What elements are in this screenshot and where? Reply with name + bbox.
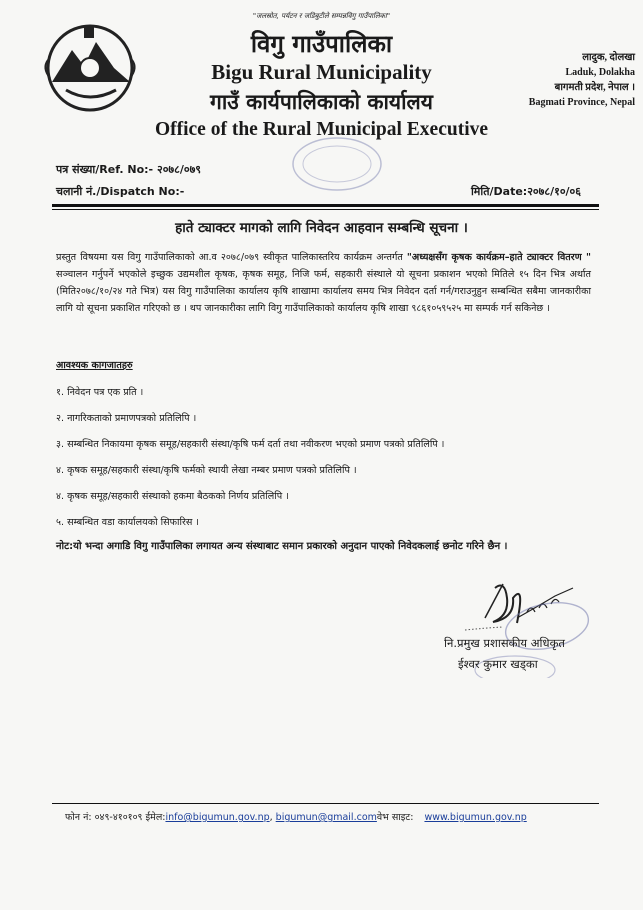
municipality-name-english: Bigu Rural Municipality: [211, 60, 432, 84]
footer-contact: फोन नं: ०४९-४१०१०९ ईमेल:info@bigumun.gov.np, bigumun@gmail.comवेभ साइट: www.bigumun.gov.np: [65, 812, 527, 823]
signatory-name: ईश्वर कुमार खड्का: [458, 657, 538, 671]
footer-divider: [52, 803, 599, 804]
email-link-2[interactable]: bigumun@gmail.com: [275, 812, 377, 823]
notice-body: [56, 249, 591, 317]
office-name-english: Office of the Rural Municipal Executive: [154, 119, 489, 140]
office-name-nepali: गाउँ कार्यपालिकाको कार्यालय: [210, 90, 433, 114]
date-label: मिति/Date:: [470, 185, 528, 198]
address-line-1: लादुक, दोलखा: [582, 52, 635, 63]
program-name: "अध्यक्षसँग कृषक कार्यक्रम–हाते ट्याक्टर वितरण ": [406, 252, 591, 263]
notice-body-part1: प्रस्तुत विषयमा यस विगु गाउँपालिकाको आ.व २०७८/०७९ स्वीकृत पालिकास्तरिय कार्यक्रम अन्तर्गत: [56, 252, 407, 263]
requirement-item: २. नागरिकताको प्रमाणपत्रको प्रतिलिपि ।: [56, 413, 197, 424]
notice-body-part2: सञ्चालन गर्नुपर्ने भएकोले इच्छुक उद्यमशील कृषक, कृषक समूह, निजि फर्म, सहकारी संस्थाले यो सूचना प्रकाशन भएको मितिले १५ दिन भित्र अर्थात (मिति२०७८/१०/२४ गते भित्र) यस विगु गाउँपालिका कार्यालय कृषि शाखामा कार्यालय समय भित्र निवेदन दर्ता गर्न/गराउनुहुन सम्बन्धित सबैमा जानकारीका लागि यो सूचना प्रकाशित गरिएको छ । थप जानकारीका लागि विगु गाउँपालिकाको कार्यालय कृषि शाखा ९८६१०५९५२५ मा सम्पर्क गर्न सकिनेछ ।: [56, 269, 591, 314]
reference-number: [56, 162, 201, 177]
address-line-3: बागमती प्रदेश, नेपाल ।: [554, 82, 635, 93]
municipality-name-nepali: विगु गाउँपालिका: [250, 30, 393, 58]
ref-label: पत्र संख्या/Ref. No:-: [56, 163, 154, 176]
email-link[interactable]: info@bigumun.gov.np: [165, 812, 270, 823]
ref-value: २०७८/०७९: [156, 163, 202, 176]
eligibility-note: नोट:यो भन्दा अगाडि विगु गाउँपालिका लगायत अन्य संस्थाबाट समान प्रकारको अनुदान पाएको निवेदकलाई छनोट गरिने छैन ।: [56, 541, 508, 552]
office-stamp-icon: [290, 134, 385, 194]
address-line-2: Laduk, Dolakha: [565, 67, 635, 78]
requirement-item: ३. सम्बन्धित निकायमा कृषक समूह/सहकारी संस्था/कृषि फर्म दर्ता तथा नवीकरण भएको प्रमाण पत्रको प्रतिलिपि ।: [56, 439, 445, 450]
requirement-item: ४. कृषक समूह/सहकारी संस्था/कृषि फर्मको स्थायी लेखा नम्बर प्रमाण पत्रको प्रतिलिपि ।: [56, 465, 357, 476]
requirement-item: ४. कृषक समूह/सहकारी संस्थाको हकमा बैठकको निर्णय प्रतिलिपि ।: [56, 491, 289, 502]
footer-phone: फोन नं: ०४९-४१०१०९ ईमेल:: [65, 812, 166, 823]
notice-subject: हाते ट्याक्टर मागको लागि निवेदन आहवान सम्बन्धि सूचना ।: [175, 220, 468, 236]
requirements-heading: आवश्यक कागजातहरु: [56, 360, 133, 371]
date-value: २०७८/१०/०६: [527, 185, 581, 198]
letter-date: [471, 184, 581, 199]
address-block: [475, 50, 635, 110]
requirement-item: १. निवेदन पत्र एक प्रति ।: [56, 387, 144, 398]
municipality-motto: "जलस्रोत, पर्यटन र जडिबुटीले सम्पन्नविगु गाउँपालिका": [252, 12, 391, 20]
header-divider: [52, 204, 599, 207]
requirement-item: ५. सम्बन्धित वडा कार्यालयको सिफारिस ।: [56, 517, 200, 528]
website-label: वेभ साइट:: [376, 812, 414, 823]
website-link[interactable]: www.bigumun.gov.np: [424, 812, 527, 823]
signatory-title: नि.प्रमुख प्रशासकीय अधिकृत: [444, 636, 565, 650]
address-line-4: Bagmati Province, Nepal: [528, 97, 635, 108]
header-divider-thin: [52, 209, 599, 210]
dispatch-number: चलानी नं./Dispatch No:-: [56, 185, 185, 198]
